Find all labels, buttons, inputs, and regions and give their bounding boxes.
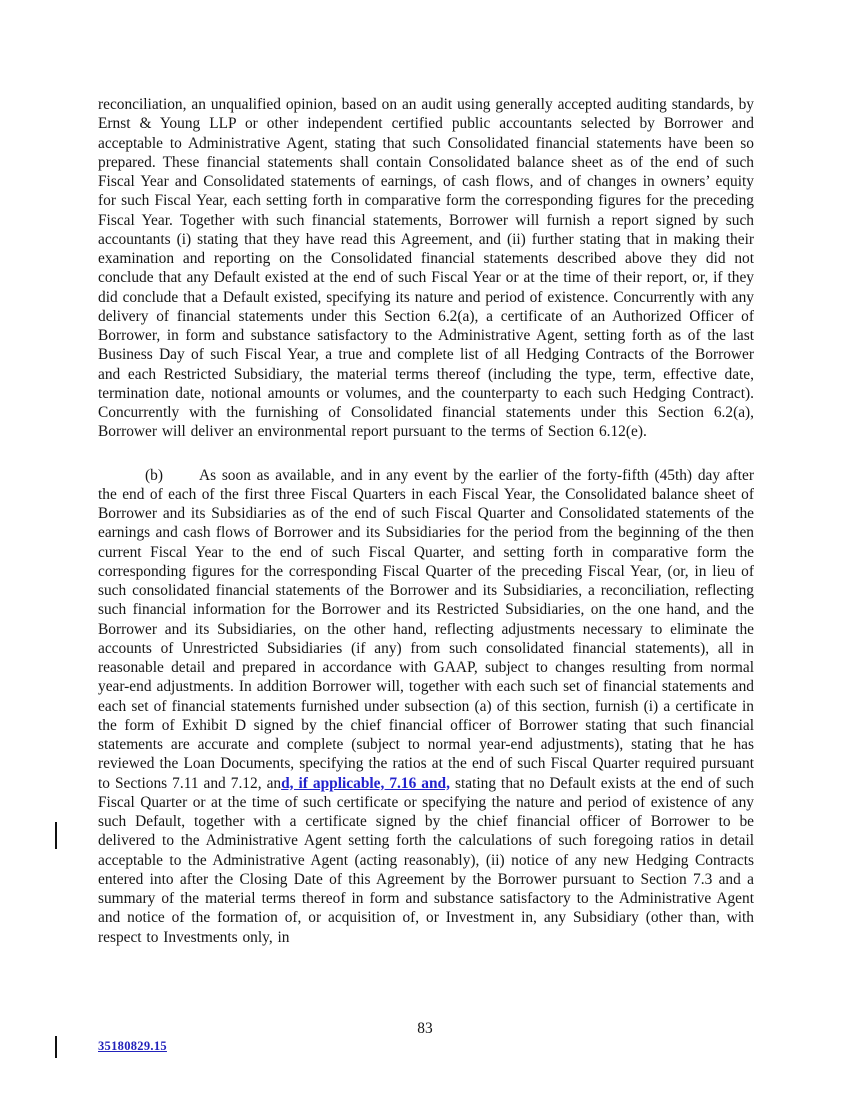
document-id-stamp: 35180829.15 <box>98 1039 167 1053</box>
paragraph-b-label: (b) <box>145 466 163 484</box>
paragraph-a-text: reconciliation, an unqualified opinion, based on an audit using generally accepted auditing standards, by Ernst & Young LLP or other independent certified public accountants selected by Borrower and acceptable to Administrative Agent, stating that such Consolidated financial statements have been so prepared. These financial statements shall contain Consolidated balance sheet as of the end of such Fiscal Year and Consolidated statements of earnings, of cash flows, and of changes in owners’ equity for such Fiscal Year, each setting forth in comparative form the corresponding figures for the preceding Fiscal Year. Together with such financial statements, Borrower will furnish a report signed by such accountants (i) stating that they have read this Agreement, and (ii) further stating that in making their examination and reporting on the Consolidated financial statements described above they did not conclude that any Default existed at the end of such Fiscal Year or at the time of their report, or, if they did conclude that a Default existed, specifying its nature and period of existence. Concurrently with any delivery of financial statements under this Section 6.2(a), a certificate of an Authorized Officer of Borrower, in form and substance satisfactory to the Administrative Agent, setting forth as of the last Business Day of such Fiscal Year, a true and complete list of all Hedging Contracts of the Borrower and each Restricted Subsidiary, the material terms thereof (including the type, term, effective date, termination date, notional amounts or volumes, and the counterparty to each such Hedging Contract). Concurrently with the furnishing of Consolidated financial statements under this Section 6.2(a), Borrower will deliver an environmental report pursuant to the terms of Section 6.12(e). <box>98 96 754 441</box>
change-bar-insertion-line <box>55 822 57 849</box>
paragraph-a-continuation <box>98 95 754 442</box>
document-body <box>98 95 754 947</box>
page-number: 83 <box>417 1020 433 1037</box>
paragraph-b-text-after-insert: stating that no Default exists at the end of such Fiscal Quarter or at the time of such certificate or specifying the nature and period of existence of any such Default, together with a certificate signed by the chief financial officer of Borrower to be delivered to the Administrative Agent setting forth the calculations of such foregoing ratios in detail acceptable to the Administrative Agent (acting reasonably), (ii) notice of any new Hedging Contracts entered into after the Closing Date of this Agreement by the Borrower pursuant to Section 7.3 and a summary of the material terms thereof in form and substance satisfactory to the Administrative Agent and notice of the formation of, or acquisition of, or Investment in, any Subsidiary (other than, with respect to Investments only, in <box>98 774 754 946</box>
paragraph-b <box>98 466 754 947</box>
change-bar-footer-line <box>55 1036 57 1058</box>
paragraph-b-text-before-insert: As soon as available, and in any event by the earlier of the forty-fifth (45th) day after the end of each of the first three Fiscal Quarters in each Fiscal Year, the Consolidated balance sheet of Borrower and its Subsidiaries as of the end of such Fiscal Quarter and Consolidated statements of the earnings and cash flows of Borrower and its Subsidiaries for the period from the beginning of the then current Fiscal Year to the end of such Fiscal Quarter, and setting forth in comparative form the corresponding figures for the corresponding Fiscal Quarter of the preceding Fiscal Year, (or, in lieu of such consolidated financial statements of the Borrower and its Subsidiaries, a reconciliation, reflecting such financial information for the Borrower and its Restricted Subsidiaries, on the one hand, and the Borrower and its Subsidiaries, on the other hand, reflecting adjustments necessary to eliminate the accounts of Unrestricted Subsidiaries (if any) from such consolidated financial statements), all in reasonable detail and prepared in accordance with GAAP, subject to changes resulting from normal year-end adjustments. In addition Borrower will, together with each such set of financial statements and each set of financial statements furnished under subsection (a) of this section, furnish (i) a certificate in the form of Exhibit D signed by the chief financial officer of Borrower stating that such financial statements are accurate and complete (subject to normal year-end adjustments), stating that he has reviewed the Loan Documents, specifying the ratios at the end of such Fiscal Quarter required pursuant to Sections 7.11 and 7.12, an <box>98 466 754 792</box>
redline-insertion-text: d, if applicable, 7.16 and, <box>281 774 450 792</box>
